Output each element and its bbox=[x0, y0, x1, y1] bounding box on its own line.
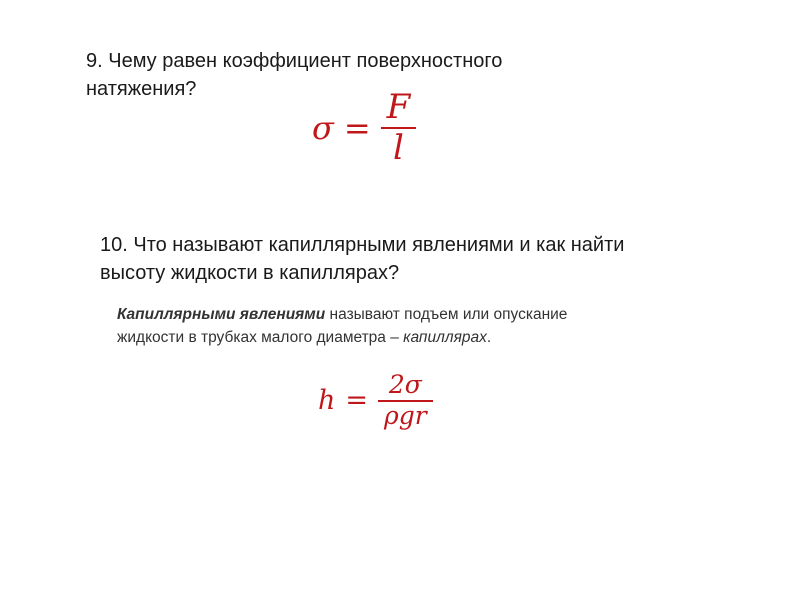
question-10-line-2: высоту жидкости в капиллярах? bbox=[100, 262, 400, 284]
question-10-line-1: 10. Что называют капиллярными явлениями и как найти bbox=[100, 234, 625, 256]
capillary-height-formula bbox=[318, 371, 433, 431]
definition-line-2 bbox=[117, 326, 677, 349]
definition-text-2: жидкости в трубках малого диаметра – bbox=[117, 329, 404, 346]
question-9-line-2: натяжения? bbox=[86, 78, 197, 100]
question-9-line-1: 9. Чему равен коэффициент поверхностного bbox=[86, 50, 503, 72]
formula-2-denominator: ρgr bbox=[384, 400, 427, 430]
formula-2-equals: = bbox=[345, 385, 369, 417]
definition-text-1: называют подъем или опускание bbox=[325, 306, 568, 323]
surface-tension-formula bbox=[312, 88, 416, 168]
definition-line-1 bbox=[117, 303, 677, 326]
definition-end: . bbox=[486, 329, 492, 346]
formula-1-equals: = bbox=[343, 109, 371, 148]
capillary-definition bbox=[117, 303, 677, 349]
formula-1-lhs: σ bbox=[312, 109, 334, 148]
definition-term: Капиллярными явлениями bbox=[117, 306, 326, 323]
formula-2-lhs: h bbox=[318, 385, 336, 417]
formula-2-fraction bbox=[378, 371, 433, 431]
definition-term-2: капиллярах bbox=[403, 329, 487, 346]
formula-1-numerator: F bbox=[386, 87, 411, 127]
formula-1-fraction bbox=[381, 88, 417, 168]
formula-2-numerator: 2σ bbox=[388, 370, 422, 399]
question-10 bbox=[100, 231, 720, 287]
formula-1-denominator: l bbox=[393, 128, 404, 169]
